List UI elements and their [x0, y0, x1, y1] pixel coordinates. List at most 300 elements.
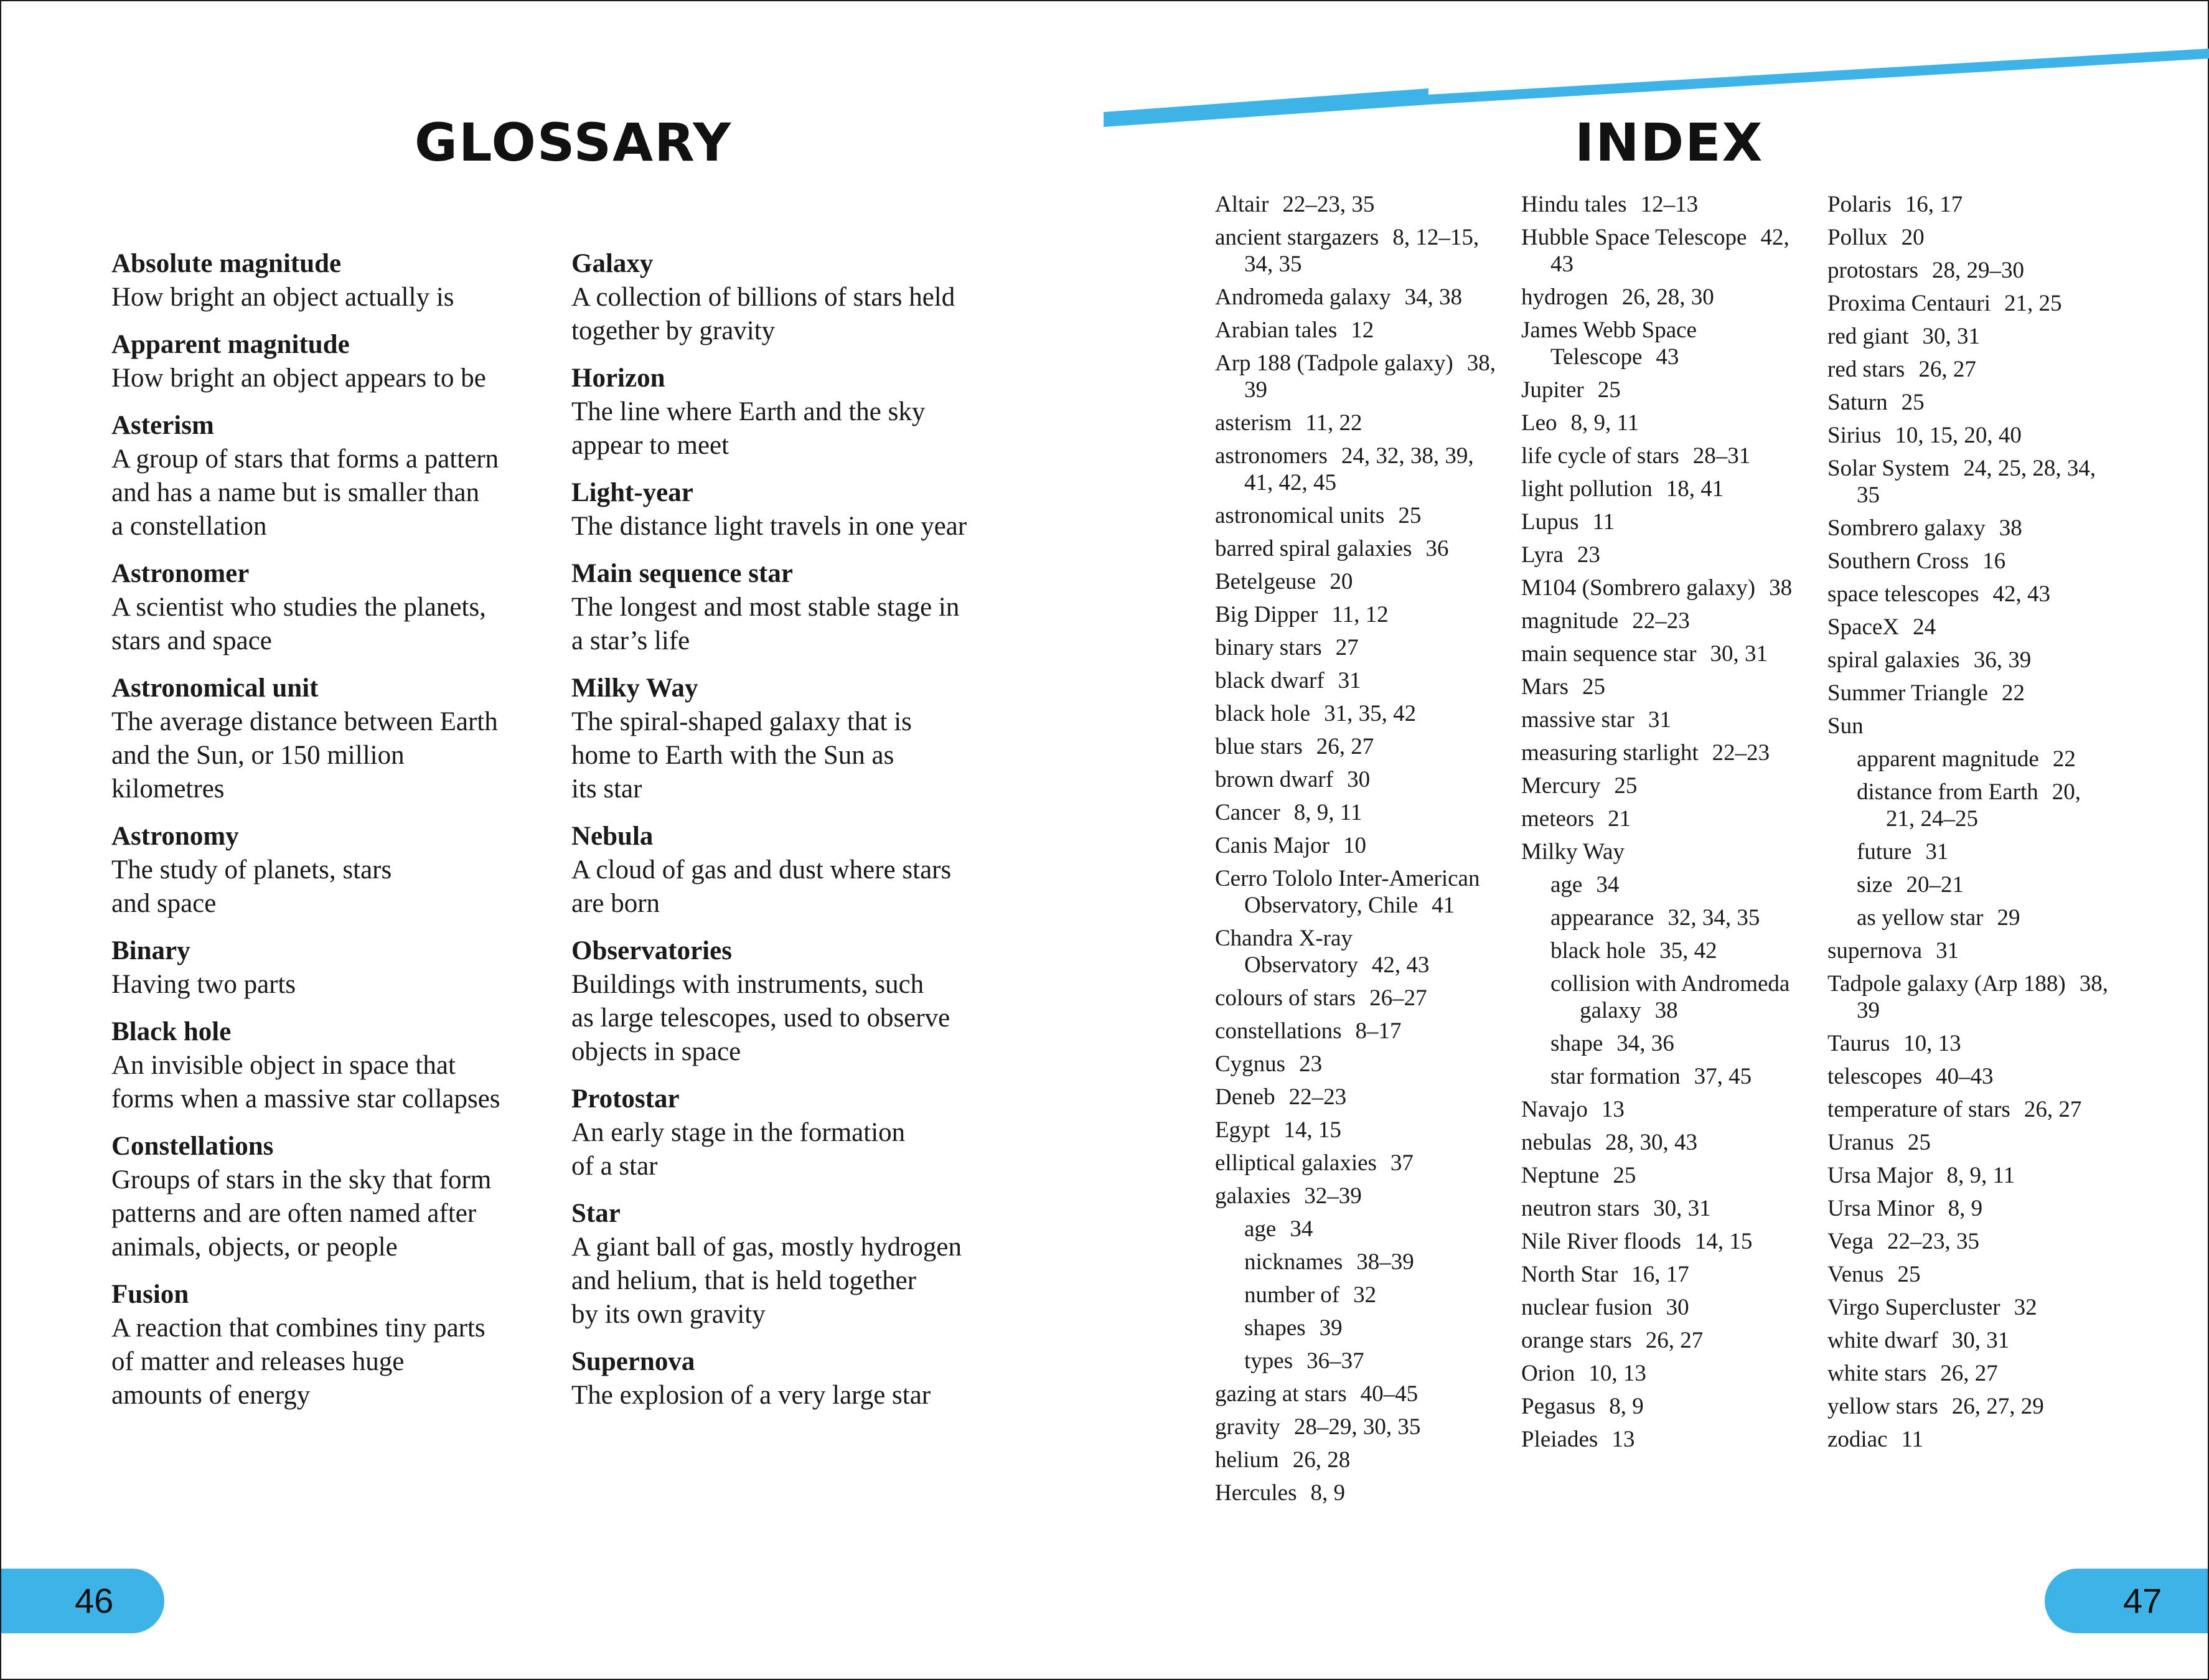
index-subentry	[1857, 838, 2114, 865]
index-page-numbers: 14, 15	[1694, 1229, 1753, 1254]
index-term: Navajo	[1521, 1097, 1588, 1122]
index-page-numbers: 41	[1432, 893, 1455, 918]
index-entry	[1521, 739, 1808, 766]
index-page-numbers: 28–31	[1692, 443, 1751, 469]
index-entry	[1521, 805, 1808, 832]
index-entry	[1521, 509, 1808, 535]
index-entry	[1521, 706, 1808, 733]
glossary-definition-line: a constellation	[111, 512, 267, 541]
glossary-title: GLOSSARY	[415, 112, 733, 173]
glossary-term: Nebula	[571, 822, 654, 851]
index-term: distance from Earth	[1857, 779, 2038, 805]
index-entry	[1215, 1414, 1501, 1440]
glossary-entry	[111, 328, 550, 395]
index-page-numbers: 30	[1666, 1295, 1689, 1320]
index-entry	[1827, 581, 2114, 608]
glossary-definition-line: amounts of energy	[111, 1381, 311, 1410]
index-column-1	[1215, 191, 1501, 1513]
index-term: Cancer	[1215, 800, 1280, 825]
glossary-definition-line: appear to meet	[571, 431, 729, 460]
glossary-entry	[571, 672, 1010, 806]
index-page-numbers: 38	[1769, 575, 1793, 601]
index-page-numbers: 34, 38	[1404, 284, 1463, 310]
index-entry	[1827, 1426, 2114, 1453]
index-term: Mercury	[1521, 773, 1601, 799]
index-term: helium	[1215, 1447, 1279, 1473]
index-term: Hindu tales	[1521, 192, 1627, 217]
index-page-numbers: 40–45	[1360, 1381, 1419, 1407]
index-term: collision with Andromeda galaxy	[1550, 971, 1790, 1023]
index-entry	[1521, 1096, 1808, 1123]
index-page-numbers: 23	[1299, 1051, 1323, 1077]
index-page-numbers: 32–39	[1304, 1183, 1362, 1209]
index-page-numbers: 36	[1425, 536, 1449, 561]
index-page-numbers: 42, 43	[1550, 225, 1789, 277]
index-subentry	[1244, 1282, 1501, 1308]
index-term: life cycle of stars	[1521, 443, 1679, 469]
index-entry	[1827, 389, 2114, 416]
index-page-numbers: 39	[1319, 1315, 1343, 1341]
blue-stripe-decoration	[0, 0, 2209, 131]
index-term: Sirius	[1827, 423, 1882, 448]
index-page-numbers: 8, 9, 11	[1570, 410, 1639, 436]
glossary-definition-line: its star	[571, 774, 642, 804]
page-number-right-label: 47	[2123, 1581, 2162, 1620]
glossary-definition-line: and helium, that is held together	[571, 1266, 917, 1295]
index-page-numbers: 38, 39	[1244, 350, 1496, 403]
index-term: brown dwarf	[1215, 767, 1334, 792]
index-page-numbers: 28–29, 30, 35	[1293, 1414, 1421, 1440]
index-page-numbers: 11	[1901, 1427, 1924, 1452]
index-entry	[1827, 970, 2114, 1024]
index-term: Summer Triangle	[1827, 680, 1988, 706]
index-page-numbers: 22	[2002, 680, 2025, 706]
index-entry	[1521, 641, 1808, 667]
index-page-numbers: 22–23	[1288, 1084, 1347, 1110]
index-entry	[1215, 1480, 1501, 1506]
index-term: supernova	[1827, 938, 1923, 964]
index-entry	[1521, 575, 1808, 601]
index-term: neutron stars	[1521, 1196, 1640, 1221]
glossary-entry	[111, 247, 550, 314]
glossary-entry	[571, 362, 1010, 462]
index-page-numbers: 35, 42	[1659, 938, 1717, 964]
glossary-definition-line: and space	[111, 889, 217, 918]
index-term: Big Dipper	[1215, 602, 1318, 627]
index-entry	[1215, 1018, 1501, 1044]
glossary-term: Fusion	[111, 1280, 189, 1309]
index-entry	[1827, 290, 2114, 317]
index-term: astronomers	[1215, 443, 1328, 469]
index-term: types	[1244, 1348, 1293, 1374]
index-term: Southern Cross	[1827, 548, 1969, 574]
index-entry	[1215, 766, 1501, 793]
glossary-definition-line: The average distance between Earth	[111, 707, 498, 736]
glossary-entry	[111, 672, 550, 806]
index-entry	[1215, 443, 1501, 496]
glossary-definition-line: An invisible object in space that	[111, 1051, 456, 1080]
index-term: age	[1244, 1216, 1277, 1242]
glossary-entry	[111, 820, 550, 921]
index-term: Pollux	[1827, 225, 1888, 250]
index-term: colours of stars	[1215, 985, 1356, 1011]
index-entry	[1521, 1393, 1808, 1420]
index-entry	[1521, 377, 1808, 403]
index-term: white stars	[1827, 1361, 1927, 1386]
index-term: Pegasus	[1521, 1394, 1596, 1419]
index-page-numbers: 13	[1601, 1097, 1625, 1122]
index-term: Solar System	[1827, 456, 1950, 481]
index-entry	[1215, 667, 1501, 694]
index-term: telescopes	[1827, 1064, 1923, 1089]
index-entry	[1521, 1162, 1808, 1189]
index-term: Chandra X-ray Observatory	[1215, 926, 1358, 978]
index-term: Andromeda galaxy	[1215, 284, 1391, 310]
index-entry	[1215, 1051, 1501, 1077]
index-page-numbers: 38–39	[1356, 1249, 1414, 1275]
index-term: James Webb Space Telescope	[1521, 317, 1697, 370]
index-term: Leo	[1521, 410, 1557, 436]
index-page-numbers: 31	[1936, 938, 1959, 964]
index-page-numbers: 24, 32, 38, 39, 41, 42, 45	[1244, 443, 1474, 495]
index-page-numbers: 10, 13	[1903, 1031, 1961, 1056]
index-entry	[1827, 1327, 2114, 1354]
index-term: Hubble Space Telescope	[1521, 225, 1747, 250]
index-term: apparent magnitude	[1857, 746, 2039, 772]
index-term: Uranus	[1827, 1130, 1894, 1155]
index-page-numbers: 8, 9	[1609, 1394, 1644, 1419]
index-page-numbers: 25	[1582, 674, 1606, 700]
index-subentry	[1550, 1063, 1808, 1090]
glossary-entry	[111, 557, 550, 658]
glossary-entry	[111, 1130, 550, 1264]
index-page-numbers: 22	[2052, 746, 2076, 772]
index-term: black hole	[1215, 701, 1311, 726]
index-entry	[1827, 422, 2114, 449]
index-page-numbers: 8, 9	[1948, 1196, 1983, 1221]
index-term: light pollution	[1521, 476, 1653, 502]
index-entry	[1215, 284, 1501, 311]
index-page-numbers: 25	[1613, 1163, 1636, 1188]
index-entry	[1215, 700, 1501, 727]
index-term: Mars	[1521, 674, 1569, 700]
index-entry	[1521, 191, 1808, 218]
glossary-definition-line: A giant ball of gas, mostly hydrogen	[571, 1232, 962, 1262]
glossary-definition-line: A scientist who studies the planets,	[111, 593, 486, 622]
glossary-definition-line: of matter and releases huge	[111, 1347, 405, 1376]
index-entry	[1521, 1327, 1808, 1354]
index-subentry	[1244, 1348, 1501, 1374]
index-entry	[1827, 1195, 2114, 1222]
glossary-definition-line: The longest and most stable stage in	[571, 593, 960, 622]
index-term: Virgo Supercluster	[1827, 1295, 2000, 1320]
index-term: M104 (Sombrero galaxy)	[1521, 575, 1756, 601]
index-page-numbers: 18, 41	[1666, 476, 1724, 502]
index-term: Arabian tales	[1215, 317, 1338, 343]
index-entry	[1521, 1294, 1808, 1321]
index-page-numbers: 30, 31	[1922, 324, 1980, 349]
index-entry	[1827, 257, 2114, 284]
glossary-column-1	[111, 247, 550, 1426]
index-page-numbers: 20–21	[1906, 872, 1964, 898]
index-term: temperature of stars	[1827, 1097, 2010, 1122]
index-page-numbers: 20, 21, 24–25	[1886, 779, 2081, 832]
index-subentry	[1550, 970, 1808, 1024]
glossary-term: Galaxy	[571, 249, 654, 278]
index-page-numbers: 26, 27, 29	[1951, 1394, 2044, 1419]
index-page-numbers: 30, 31	[1710, 641, 1768, 667]
index-term: Lupus	[1521, 509, 1579, 535]
glossary-entry	[571, 934, 1010, 1069]
glossary-definition-line: are born	[571, 889, 660, 918]
index-page-numbers: 25	[1897, 1262, 1921, 1287]
index-entry	[1521, 673, 1808, 700]
glossary-entry	[111, 1278, 550, 1412]
index-entry	[1827, 191, 2114, 218]
index-entry	[1521, 476, 1808, 502]
index-term: ancient stargazers	[1215, 225, 1379, 250]
index-entry	[1215, 568, 1501, 595]
index-subentry	[1857, 871, 2114, 898]
page-number-left	[1, 1569, 164, 1633]
index-term: main sequence star	[1521, 641, 1697, 667]
index-subentry	[1857, 779, 2114, 832]
index-entry	[1827, 937, 2114, 964]
index-term: blue stars	[1215, 734, 1303, 759]
glossary-definition-line: home to Earth with the Sun as	[571, 741, 894, 770]
index-entry	[1521, 1129, 1808, 1156]
index-entry	[1827, 1063, 2114, 1090]
glossary-entry	[111, 934, 550, 1002]
index-page-numbers: 22–23, 35	[1282, 192, 1375, 217]
index-entry	[1521, 838, 1808, 865]
index-term: Cerro Tololo Inter-American Observatory, Chile	[1215, 866, 1480, 918]
glossary-term: Absolute magnitude	[111, 249, 342, 278]
index-page-numbers: 8, 9	[1310, 1480, 1345, 1506]
glossary-entry	[571, 820, 1010, 921]
page-number-left-label: 46	[75, 1581, 114, 1620]
glossary-definition-line: A collection of billions of stars held	[571, 283, 955, 312]
index-page-numbers: 38	[1999, 515, 2022, 541]
index-term: Proxima Centauri	[1827, 291, 1991, 316]
index-entry	[1215, 410, 1501, 436]
glossary-definition-line: The line where Earth and the sky	[571, 397, 926, 426]
glossary-term: Astronomical unit	[111, 673, 319, 703]
glossary-definition-line: Buildings with instruments, such	[571, 970, 924, 999]
glossary-term: Constellations	[111, 1132, 274, 1161]
index-term: space telescopes	[1827, 581, 1979, 607]
index-term: nicknames	[1244, 1249, 1343, 1275]
index-term: nebulas	[1521, 1130, 1592, 1155]
index-page-numbers: 38, 39	[1857, 971, 2108, 1023]
index-term: size	[1857, 872, 1893, 898]
index-page-numbers: 25	[1398, 503, 1422, 528]
index-term: galaxies	[1215, 1183, 1291, 1209]
index-entry	[1215, 191, 1501, 218]
index-page-numbers: 42, 43	[1992, 581, 2050, 607]
index-page-numbers: 26, 28	[1292, 1447, 1351, 1473]
index-term: future	[1857, 839, 1912, 865]
index-page-numbers: 14, 15	[1283, 1117, 1341, 1143]
index-page-numbers: 10, 15, 20, 40	[1895, 423, 2022, 448]
glossary-definition-line: objects in space	[571, 1037, 741, 1066]
index-term: Venus	[1827, 1262, 1884, 1287]
glossary-entry	[111, 409, 550, 543]
glossary-definition-line: animals, objects, or people	[111, 1232, 398, 1262]
glossary-term: Apparent magnitude	[111, 330, 350, 359]
index-entry	[1827, 680, 2114, 706]
index-entry	[1521, 1426, 1808, 1453]
index-entry	[1827, 1030, 2114, 1057]
index-term: Sun	[1827, 713, 1864, 739]
index-entry	[1827, 224, 2114, 251]
index-term: Betelgeuse	[1215, 569, 1316, 594]
index-page-numbers: 32	[2014, 1295, 2037, 1320]
index-term: Tadpole galaxy (Arp 188)	[1827, 971, 2066, 997]
index-term: Egypt	[1215, 1117, 1270, 1143]
index-page-numbers: 16	[1982, 548, 2006, 574]
index-page-numbers: 8, 12–15, 34, 35	[1244, 225, 1480, 277]
index-entry	[1827, 1261, 2114, 1288]
index-entry	[1521, 1195, 1808, 1222]
glossary-definition-line: The explosion of a very large star	[571, 1381, 931, 1410]
index-term: Pleiades	[1521, 1427, 1598, 1452]
index-page-numbers: 25	[1901, 390, 1925, 415]
index-column-2	[1521, 191, 1808, 1459]
glossary-definition-line: An early stage in the formation	[571, 1118, 906, 1147]
index-term: black hole	[1550, 938, 1646, 964]
index-page-numbers: 26, 28, 30	[1621, 284, 1714, 310]
index-entry	[1215, 535, 1501, 562]
index-entry	[1827, 713, 2114, 739]
index-entry	[1827, 1393, 2114, 1420]
index-page-numbers: 20	[1901, 225, 1925, 250]
index-page-numbers: 11, 22	[1305, 410, 1362, 436]
index-term: constellations	[1215, 1018, 1342, 1044]
glossary-term: Milky Way	[571, 673, 698, 703]
index-entry	[1215, 985, 1501, 1011]
index-subentry	[1550, 904, 1808, 931]
index-entry	[1521, 443, 1808, 469]
index-page-numbers: 37, 45	[1694, 1064, 1752, 1089]
index-page-numbers: 28, 29–30	[1931, 258, 2024, 283]
index-subentry	[1857, 746, 2114, 772]
index-term: shape	[1550, 1031, 1603, 1056]
index-entry	[1521, 772, 1808, 799]
index-page-numbers: 23	[1577, 542, 1600, 568]
index-page-numbers: 38	[1654, 998, 1678, 1023]
index-term: Arp 188 (Tadpole galaxy)	[1215, 350, 1453, 376]
index-page-numbers: 26, 27	[2024, 1097, 2082, 1122]
index-page-numbers: 32, 34, 35	[1667, 905, 1760, 931]
index-page-numbers: 8–17	[1355, 1018, 1402, 1044]
glossary-term: Star	[571, 1199, 621, 1228]
index-page-numbers: 34	[1290, 1216, 1313, 1242]
index-term: Sombrero galaxy	[1827, 515, 1986, 541]
glossary-entry	[571, 557, 1010, 658]
glossary-entry	[571, 247, 1010, 348]
index-term: orange stars	[1521, 1328, 1632, 1353]
index-page-numbers: 10, 13	[1588, 1361, 1646, 1386]
index-page-numbers: 40–43	[1936, 1064, 1994, 1089]
index-page-numbers: 30, 31	[1951, 1328, 2010, 1353]
index-term: meteors	[1521, 806, 1595, 832]
index-term: gravity	[1215, 1414, 1280, 1440]
index-entry	[1215, 1117, 1501, 1143]
glossary-definition-line: A cloud of gas and dust where stars	[571, 855, 952, 885]
index-page-numbers: 16, 17	[1631, 1262, 1689, 1287]
glossary-definition-line: The spiral-shaped galaxy that is	[571, 707, 912, 736]
index-entry	[1521, 224, 1808, 278]
index-subentry	[1244, 1315, 1501, 1341]
glossary-term: Astronomy	[111, 822, 239, 851]
index-page-numbers: 13	[1611, 1427, 1635, 1452]
index-term: massive star	[1521, 707, 1634, 733]
index-column-3	[1827, 191, 2114, 1459]
index-page-numbers: 43	[1656, 344, 1679, 370]
index-subentry	[1244, 1249, 1501, 1275]
index-entry	[1215, 350, 1501, 403]
glossary-definition-line: as large telescopes, used to observe	[571, 1003, 950, 1033]
index-term: Neptune	[1521, 1163, 1600, 1188]
index-term: Saturn	[1827, 390, 1888, 415]
index-entry	[1521, 410, 1808, 436]
index-term: Jupiter	[1521, 377, 1584, 403]
index-term: barred spiral galaxies	[1215, 536, 1412, 561]
glossary-definition-line: a star’s life	[571, 626, 690, 655]
index-term: Altair	[1215, 192, 1269, 217]
glossary-definition-line: The study of planets, stars	[111, 855, 392, 885]
glossary-definition-line: Groups of stars in the sky that form	[111, 1165, 492, 1194]
index-term: as yellow star	[1857, 905, 1984, 931]
index-page-numbers: 26, 27	[1940, 1361, 1998, 1386]
glossary-definition-line: and has a name but is smaller than	[111, 478, 480, 507]
index-term: SpaceX	[1827, 614, 1900, 640]
index-entry	[1215, 799, 1501, 826]
index-subentry	[1857, 904, 2114, 931]
index-entry	[1827, 1360, 2114, 1387]
index-term: Taurus	[1827, 1031, 1890, 1056]
index-term: white dwarf	[1827, 1328, 1938, 1353]
index-entry	[1827, 455, 2114, 509]
index-page-numbers: 11, 12	[1331, 602, 1389, 627]
index-page-numbers: 24, 25, 28, 34, 35	[1857, 456, 2096, 508]
glossary-definition-line: A group of stars that forms a pattern	[111, 444, 499, 474]
index-term: Milky Way	[1521, 839, 1625, 865]
index-term: zodiac	[1827, 1427, 1888, 1452]
glossary-definition-line: of a star	[571, 1152, 658, 1181]
index-page-numbers: 31	[1338, 668, 1361, 693]
glossary-term: Binary	[111, 936, 190, 965]
index-entry	[1521, 608, 1808, 634]
index-term: Canis Major	[1215, 833, 1330, 858]
index-page-numbers: 25	[1614, 773, 1638, 799]
index-page-numbers: 34	[1596, 872, 1620, 898]
index-term: North Star	[1521, 1262, 1618, 1287]
index-page-numbers: 10	[1343, 833, 1366, 858]
index-entry	[1521, 1228, 1808, 1255]
index-entry	[1827, 647, 2114, 673]
index-page-numbers: 26, 27	[1316, 734, 1374, 759]
index-term: red stars	[1827, 357, 1905, 382]
index-page-numbers: 31	[1925, 839, 1949, 865]
index-entry	[1215, 634, 1501, 661]
index-entry	[1215, 865, 1501, 919]
index-entry	[1521, 317, 1808, 370]
index-subentry	[1244, 1216, 1501, 1242]
glossary-entry	[111, 1015, 550, 1116]
index-entry	[1215, 1183, 1501, 1209]
